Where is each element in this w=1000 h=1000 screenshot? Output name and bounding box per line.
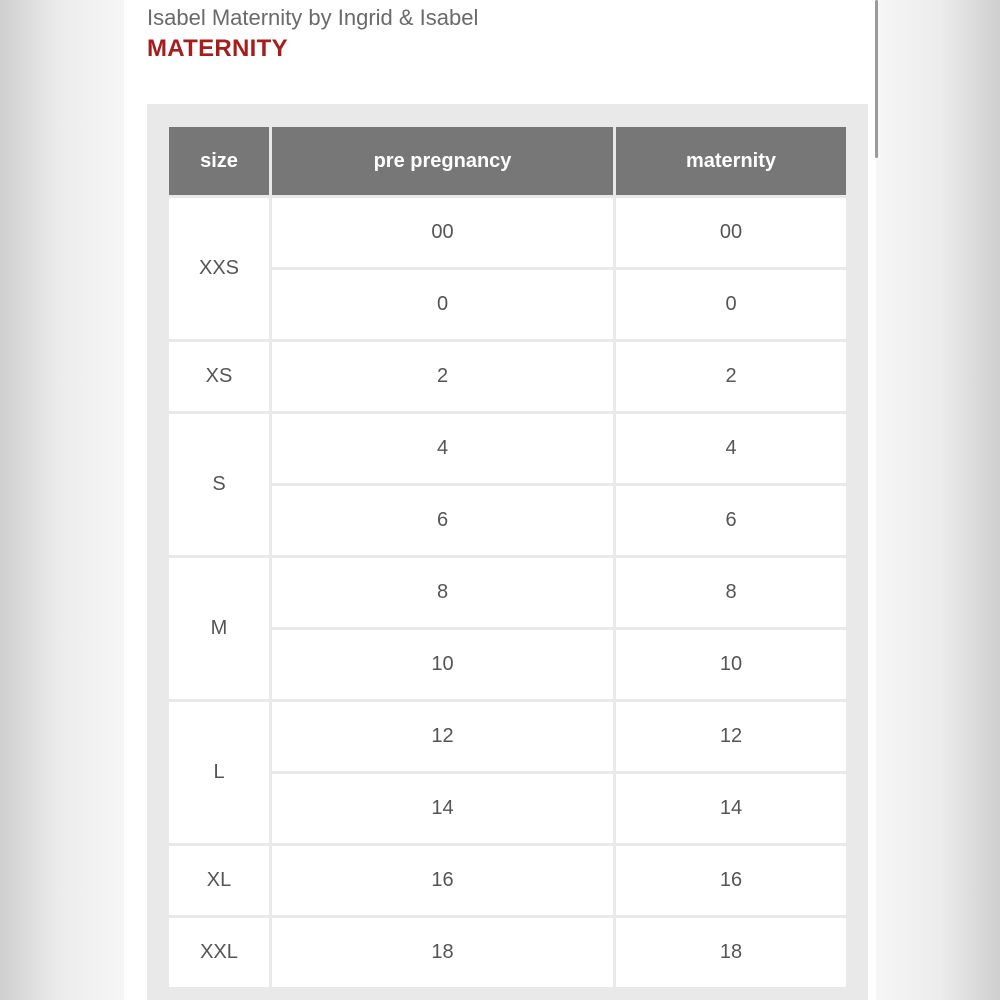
pre-pregnancy-cell: 2 (272, 342, 613, 411)
scrollbar[interactable] (875, 0, 878, 158)
maternity-cell: 2 (616, 342, 846, 411)
size-cell: M (169, 558, 269, 699)
table-row (169, 846, 846, 915)
pre-pregnancy-cell: 14 (272, 774, 613, 843)
size-cell: XL (169, 846, 269, 915)
size-cell: S (169, 414, 269, 555)
pre-pregnancy-cell: 4 (272, 414, 613, 483)
maternity-cell: 6 (616, 486, 846, 555)
table-row (169, 702, 846, 771)
section-title: MATERNITY (147, 35, 288, 62)
pre-pregnancy-cell: 12 (272, 702, 613, 771)
pre-pregnancy-cell: 00 (272, 198, 613, 267)
table-body (169, 198, 846, 987)
header-maternity: maternity (616, 127, 846, 195)
maternity-cell: 0 (616, 270, 846, 339)
maternity-cell: 18 (616, 918, 846, 987)
pre-pregnancy-cell: 18 (272, 918, 613, 987)
table-row (169, 342, 846, 411)
size-chart-table (166, 124, 849, 990)
maternity-cell: 16 (616, 846, 846, 915)
size-cell: XXS (169, 198, 269, 339)
maternity-cell: 8 (616, 558, 846, 627)
brand-name: Isabel Maternity by Ingrid & Isabel (147, 5, 479, 30)
size-cell: XS (169, 342, 269, 411)
size-chart-panel (147, 104, 868, 1000)
table-row (169, 414, 846, 483)
maternity-cell: 4 (616, 414, 846, 483)
maternity-cell: 00 (616, 198, 846, 267)
pre-pregnancy-cell: 0 (272, 270, 613, 339)
maternity-cell: 12 (616, 702, 846, 771)
size-cell: L (169, 702, 269, 843)
table-row (169, 198, 846, 267)
size-cell: XXL (169, 918, 269, 987)
header-pre-pregnancy: pre pregnancy (272, 127, 613, 195)
maternity-cell: 14 (616, 774, 846, 843)
table-row (169, 630, 846, 699)
pre-pregnancy-cell: 16 (272, 846, 613, 915)
pre-pregnancy-cell: 8 (272, 558, 613, 627)
pre-pregnancy-cell: 10 (272, 630, 613, 699)
header-size: size (169, 127, 269, 195)
table-row (169, 486, 846, 555)
maternity-cell: 10 (616, 630, 846, 699)
table-row (169, 270, 846, 339)
pre-pregnancy-cell: 6 (272, 486, 613, 555)
table-row (169, 918, 846, 987)
table-header-row (169, 127, 846, 195)
table-row (169, 774, 846, 843)
table-row (169, 558, 846, 627)
